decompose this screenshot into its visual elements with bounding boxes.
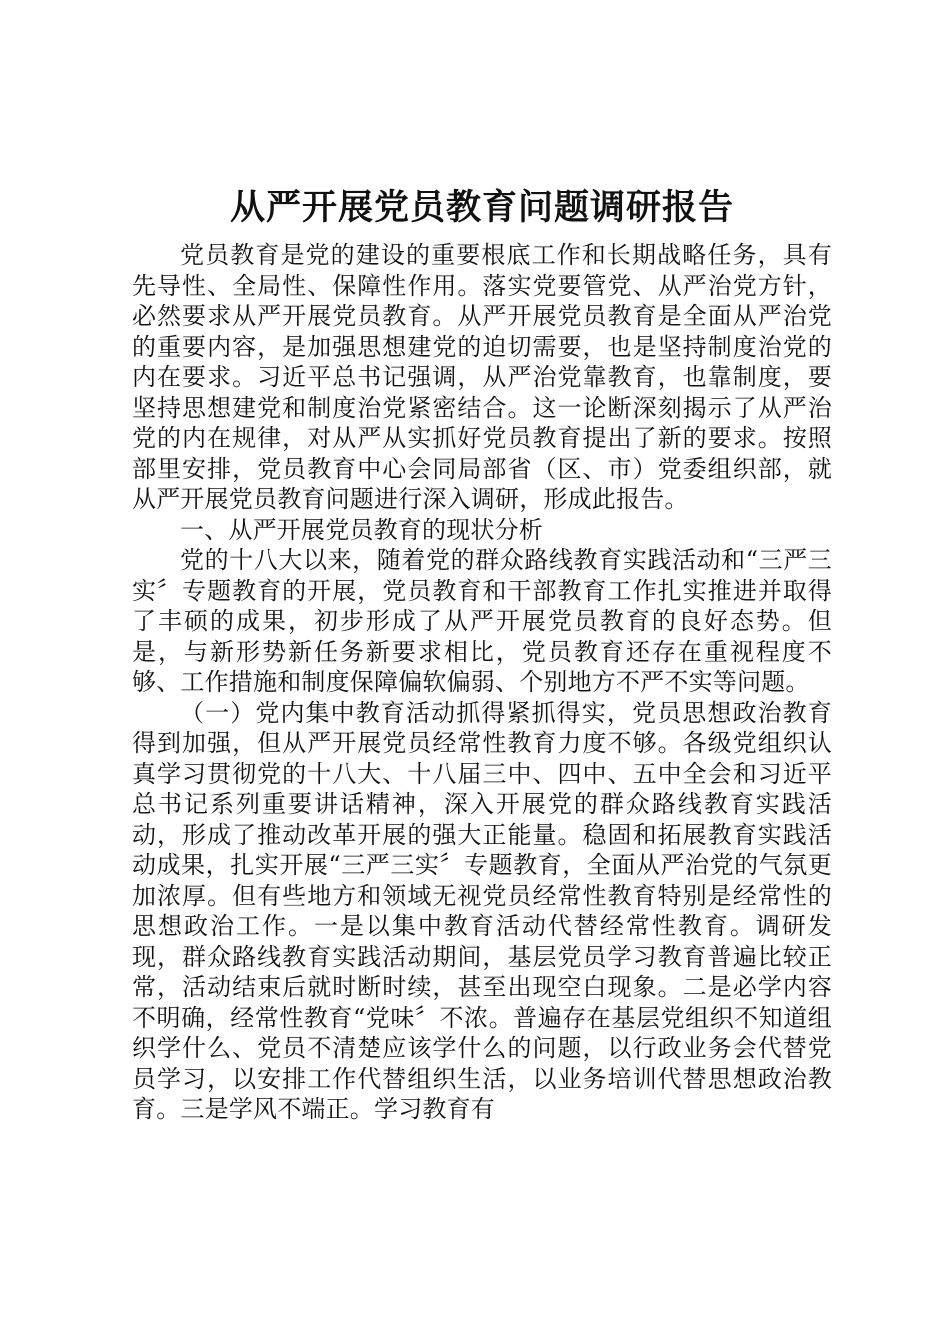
paragraph-status: 党的十八大以来，随着党的群众路线教育实践活动和“三严三实〞专题教育的开展，党员教育和干部教育工作扎实推进并取得了丰硕的成果，初步形成了从严开展党员教育的良好态势。但是，与新形势新任务新要求相比，党员教育还存在重视程度不够、工作措施和制度保障偏软偏弱、个别地方不严不实等问题。 [132,546,832,696]
paragraph-point-1: （一）党内集中教育活动抓得紧抓得实，党员思想政治教育得到加强，但从严开展党员经常性教育力度不够。各级党组织认真学习贯彻党的十八大、十八届三中、四中、五中全会和习近平总书记系列重要讲话精神，深入开展党的群众路线教育实践活动，形成了推动改革开展的强大正能量。稳固和拓展教育实践活动成果，扎实开展“三严三实〞专题教育，全面从严治党的气氛更加浓厚。但有些地方和领域无视党员经常性教育特别是经常性的思想政治工作。一是以集中教育活动代替经常性教育。调研发现，群众路线教育实践活动期间，基层党员学习教育普遍比较正常，活动结束后就时断时续，甚至出现空白现象。二是必学内容不明确，经常性教育“党味〞不浓。普遍存在基层党组织不知道组织学什么、党员不清楚应该学什么的问题，以行政业务会代替党员学习，以安排工作代替组织生活，以业务培训代替思想政治教育。三是学风不端正。学习教育有 [132,698,832,1123]
paragraph-intro: 党员教育是党的建设的重要根底工作和长期战略任务，具有先导性、全局性、保障性作用。落实党要管党、从严治党方针，必然要求从严开展党员教育。从严开展党员教育是全面从严治党的重要内容，是加强思想建党的迫切需要，也是坚持制度治党的内在要求。习近平总书记强调，从严治党靠教育，也靠制度，要坚持思想建党和制度治党紧密结合。这一论断深刻揭示了从严治党的内在规律，对从严从实抓好党员教育提出了新的要求。按照部里安排，党员教育中心会同局部省（区、市）党委组织部，就从严开展党员教育问题进行深入调研，形成此报告。 [132,241,832,513]
document-title: 从严开展党员教育问题调研报告 [229,188,734,228]
section-heading-1: 一、从严开展党员教育的现状分析 [180,515,543,544]
document-page [132,184,832,1125]
